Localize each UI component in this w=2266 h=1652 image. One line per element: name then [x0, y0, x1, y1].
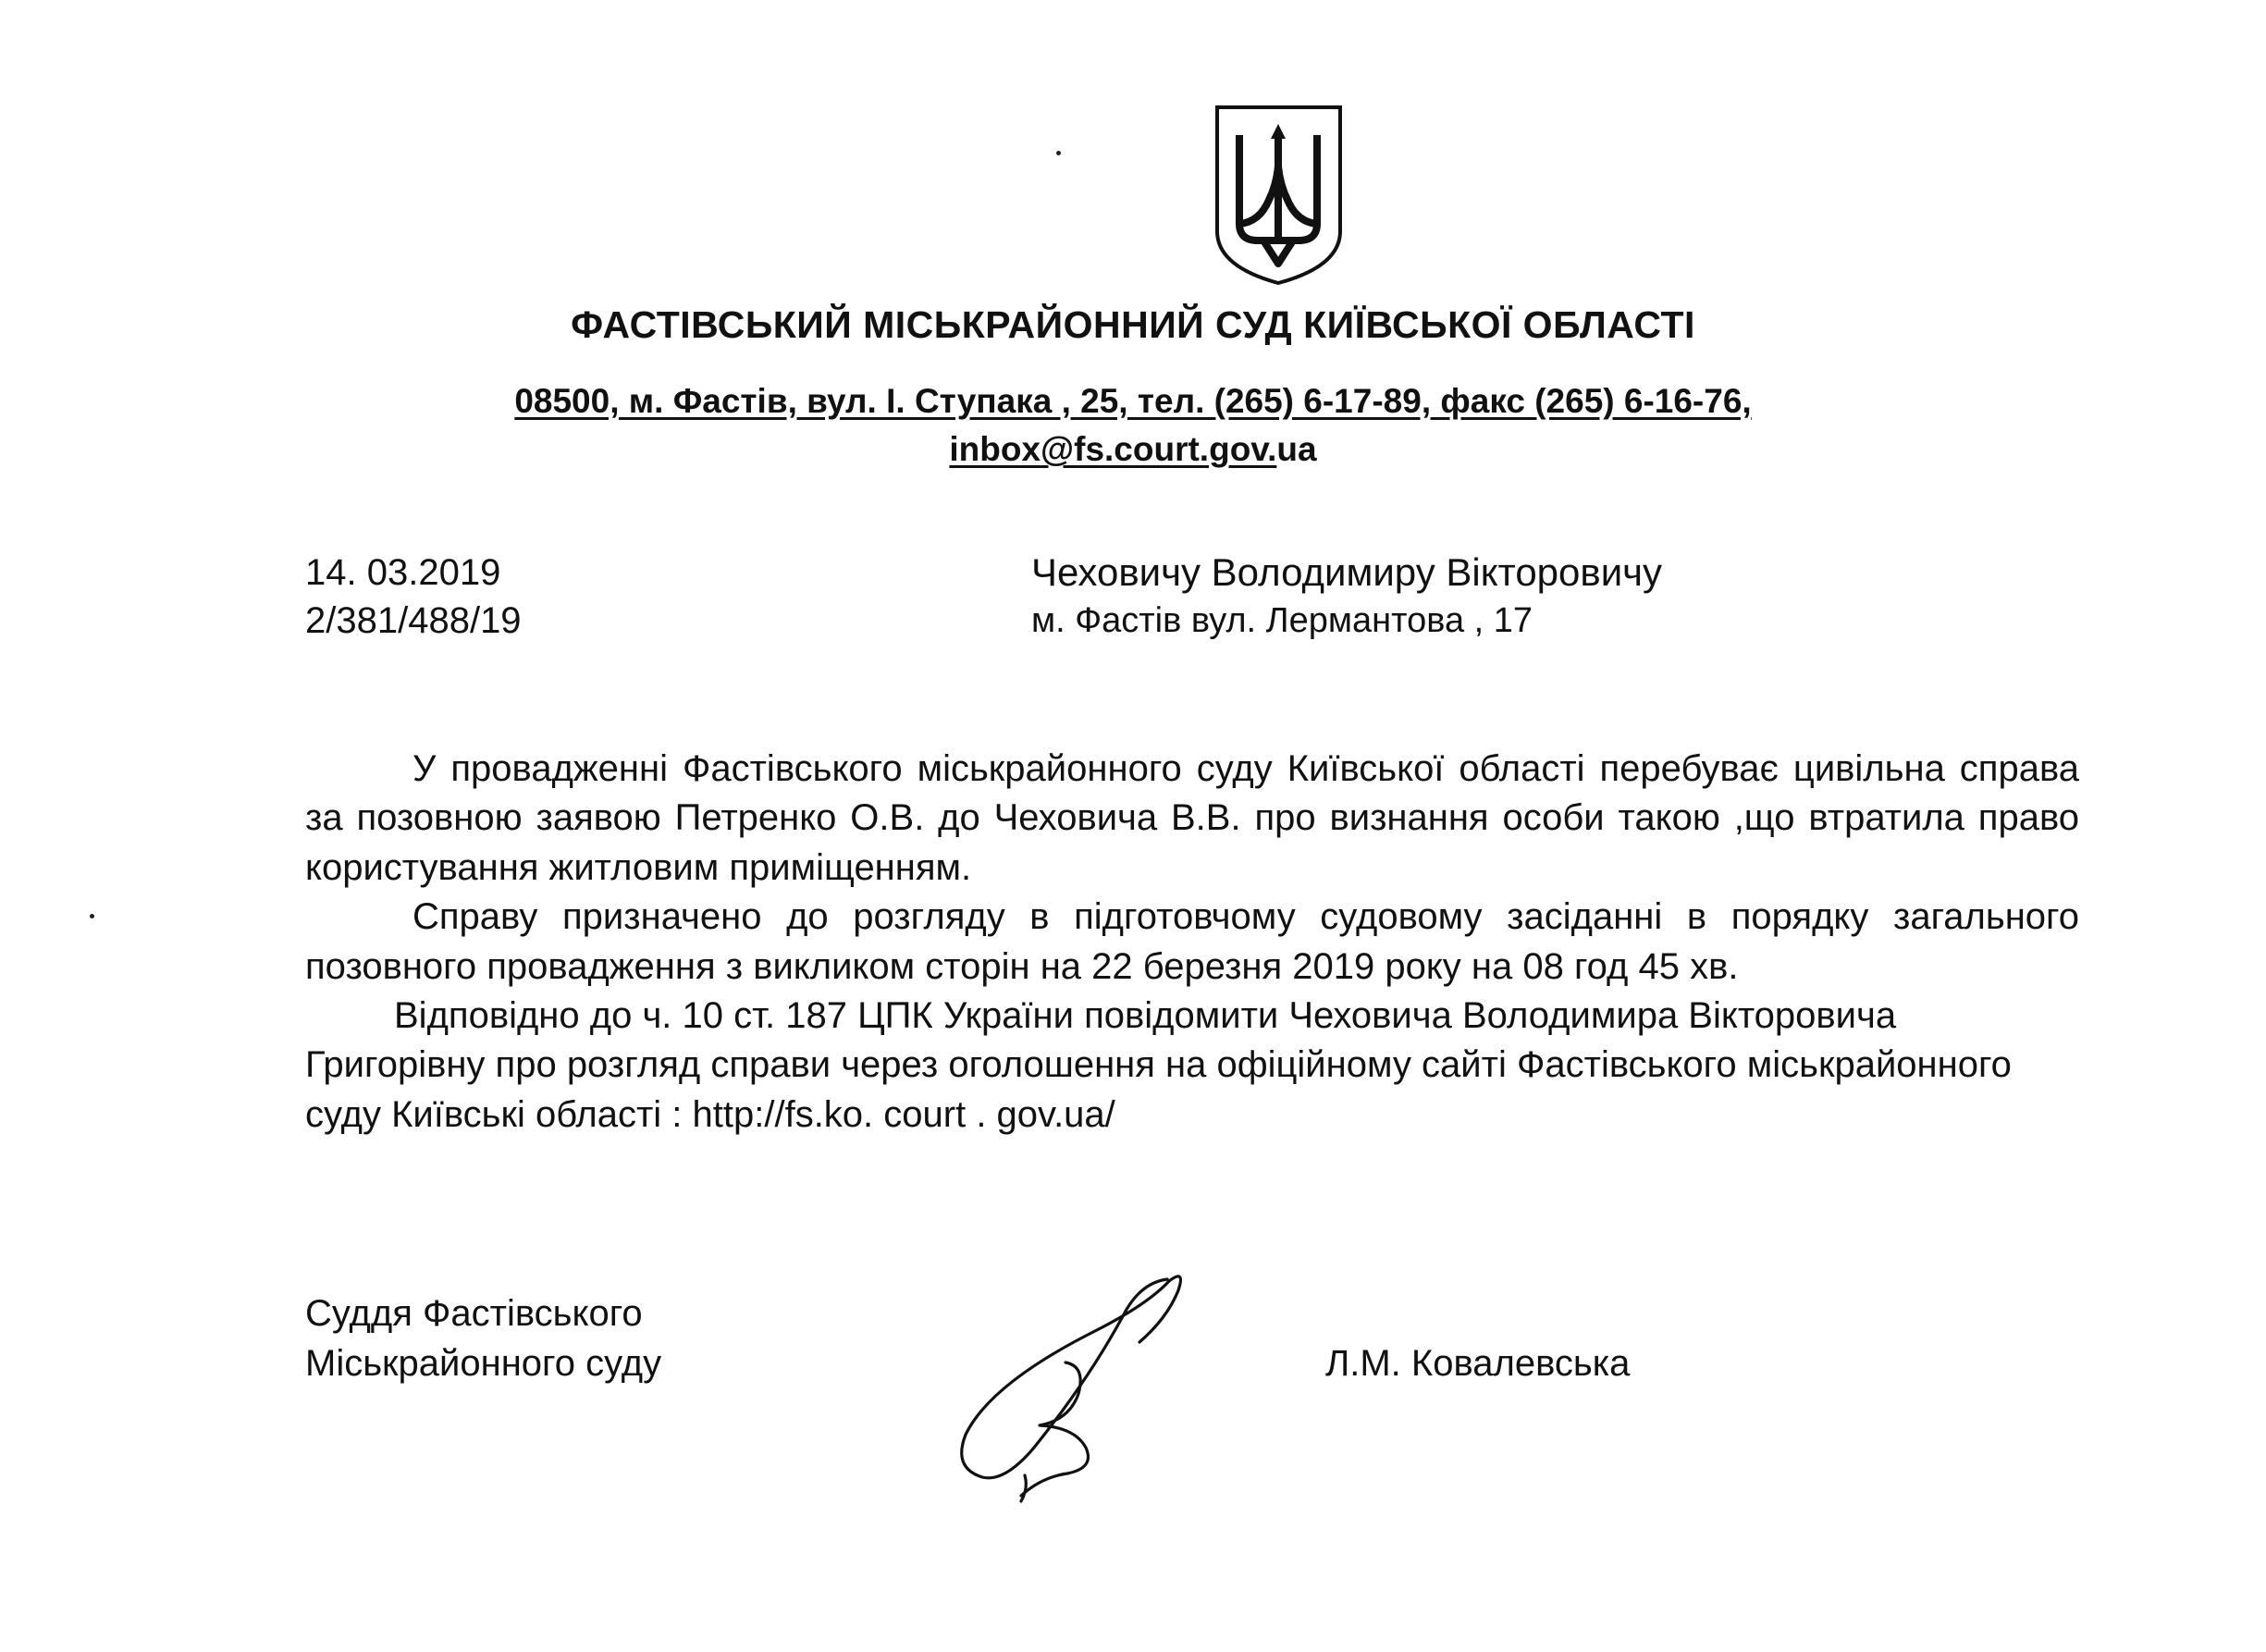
- recipient-block: [1031, 549, 1662, 645]
- judge-name: Л.М. Ковалевська: [1325, 1343, 1631, 1384]
- court-address: [0, 382, 2266, 421]
- body-paragraph-2: Справу призначено до розгляду в підготовчому судовому засіданні в порядку загального позовного провадження з викликом сторін на 22 березня 2019 року на 08 год 45 хв.: [305, 896, 2079, 987]
- judge-title-line-1: Суддя Фастівського: [305, 1293, 643, 1334]
- tryzub-coat-of-arms-icon: [1212, 102, 1346, 287]
- judge-title-line-2: Міськрайонного суду: [305, 1343, 662, 1384]
- court-email: [0, 430, 2266, 469]
- letter-date: 14. 03.2019: [305, 552, 501, 593]
- judge-title: [305, 1288, 661, 1388]
- recipient-name: Чеховичу Володимиру Вікторовичу: [1031, 550, 1663, 594]
- body-paragraph-1: У провадженні Фастівського міськрайонного суду Київської області перебуває цивільна справа за позовною заявою Петренко О.В. до Чеховича В.В. про визнання особи такою ,що втратила право користування житловим приміщенням.: [305, 748, 2079, 888]
- court-name: ФАСТІВСЬКИЙ МІСЬКРАЙОННИЙ СУД КИЇВСЬКОЇ ОБЛАСТІ: [571, 303, 1695, 346]
- court-email-tail: ua: [1276, 430, 1317, 468]
- recipient-address: м. Фастів вул. Лермантова , 17: [1031, 601, 1533, 640]
- court-address-line: 08500, м. Фастів, вул. І. Ступака , 25, тел. (265) 6-17-89, факс (265) 6-16-76,: [514, 382, 1752, 420]
- letter-body: [305, 745, 2079, 1140]
- body-paragraph-3: Відповідно до ч. 10 ст. 187 ЦПК України повідомити Чеховича Володимира Вікторовича Григорівну про розгляд справи через оголошення на офіційному сайті Фастівського міськрайонного суду Київські області : http://fs.ko. court . gov.ua/: [305, 995, 2012, 1135]
- scan-speck: [90, 914, 94, 918]
- case-number: 2/381/488/19: [305, 600, 522, 641]
- scan-speck: [1056, 151, 1061, 155]
- letter-meta: [305, 549, 522, 645]
- handwritten-signature-icon: [925, 1263, 1202, 1503]
- court-email-link[interactable]: inbox@fs.court.gov.: [949, 430, 1277, 468]
